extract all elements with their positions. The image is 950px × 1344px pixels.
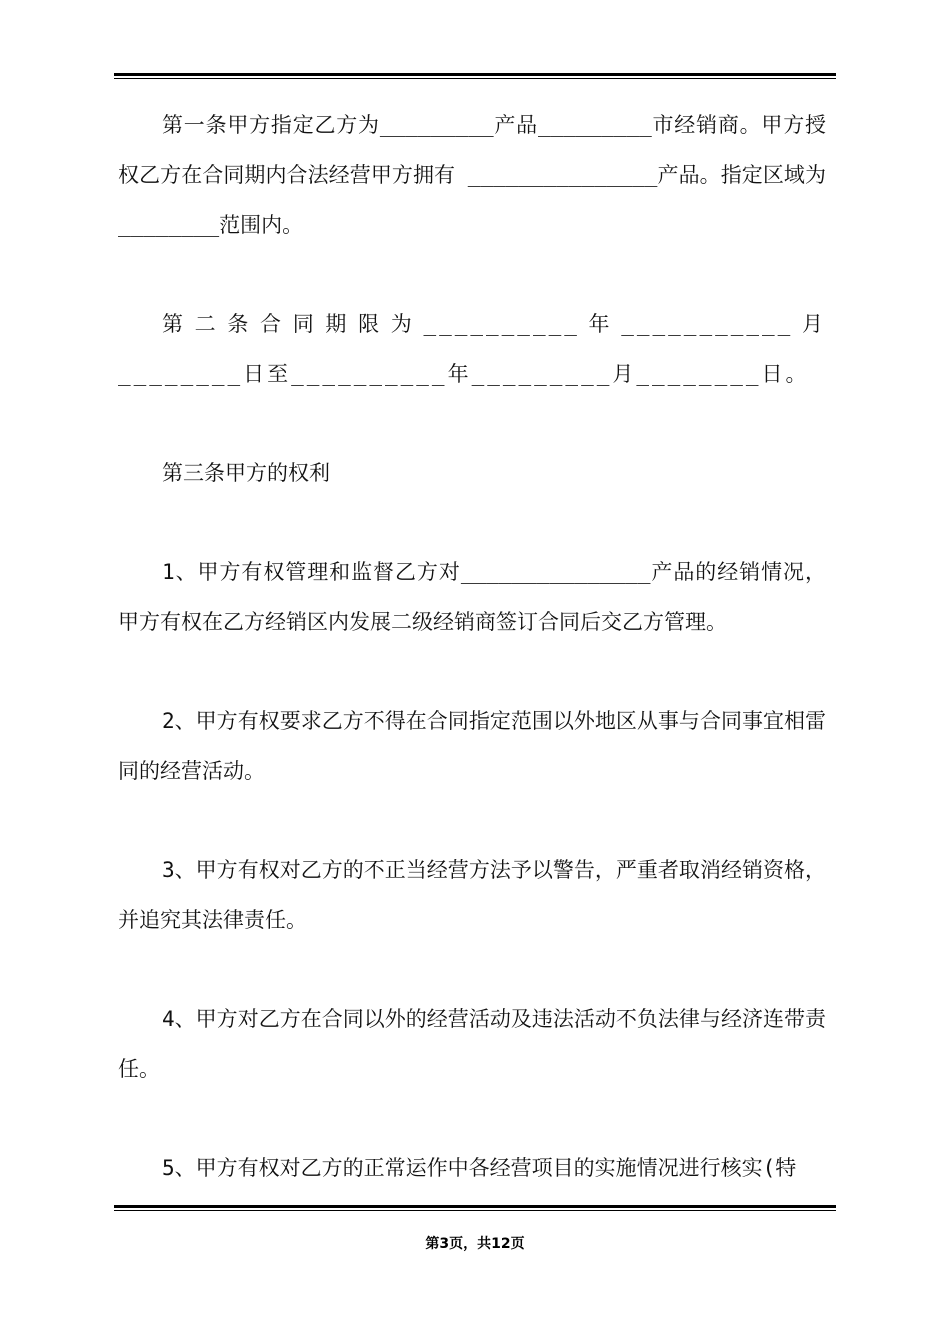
clause-3-item-5: 5、甲方有权对乙方的正常运作中各经营项目的实施情况进行核实(特 [162, 1156, 797, 1180]
document-body [118, 100, 826, 1193]
clause-3-item-3: 3、甲方有权对乙方的不正当经营方法予以警告，严重者取消经销资格，并追究其法律责任。 [118, 858, 826, 932]
clause-1-paragraph: 第一条甲方指定乙方为_________产品_________市经销商。甲方授权乙方在合同期内合法经营甲方拥有 _______________产品。指定区域为________范围内。 [118, 113, 826, 237]
clause-3-item-4: 4、甲方对乙方在合同以外的经营活动及违法活动不负法律与经济连带责任。 [118, 1007, 826, 1081]
clause-2-paragraph: 第二条合同期限为__________年___________月________日至__________年_________月________日。 [118, 312, 826, 386]
page-number: 第3页，共12页 [425, 1236, 525, 1252]
header-rule [114, 73, 836, 79]
footer-rule [114, 1205, 836, 1211]
clause-3-item-2: 2、甲方有权要求乙方不得在合同指定范围以外地区从事与合同事宜相雷同的经营活动。 [118, 709, 826, 783]
clause-3-item-1: 1、甲方有权管理和监督乙方对_______________产品的经销情况，甲方有权在乙方经销区内发展二级经销商签订合同后交乙方管理。 [118, 560, 826, 634]
clause-3-heading: 第三条甲方的权利 [162, 461, 330, 485]
